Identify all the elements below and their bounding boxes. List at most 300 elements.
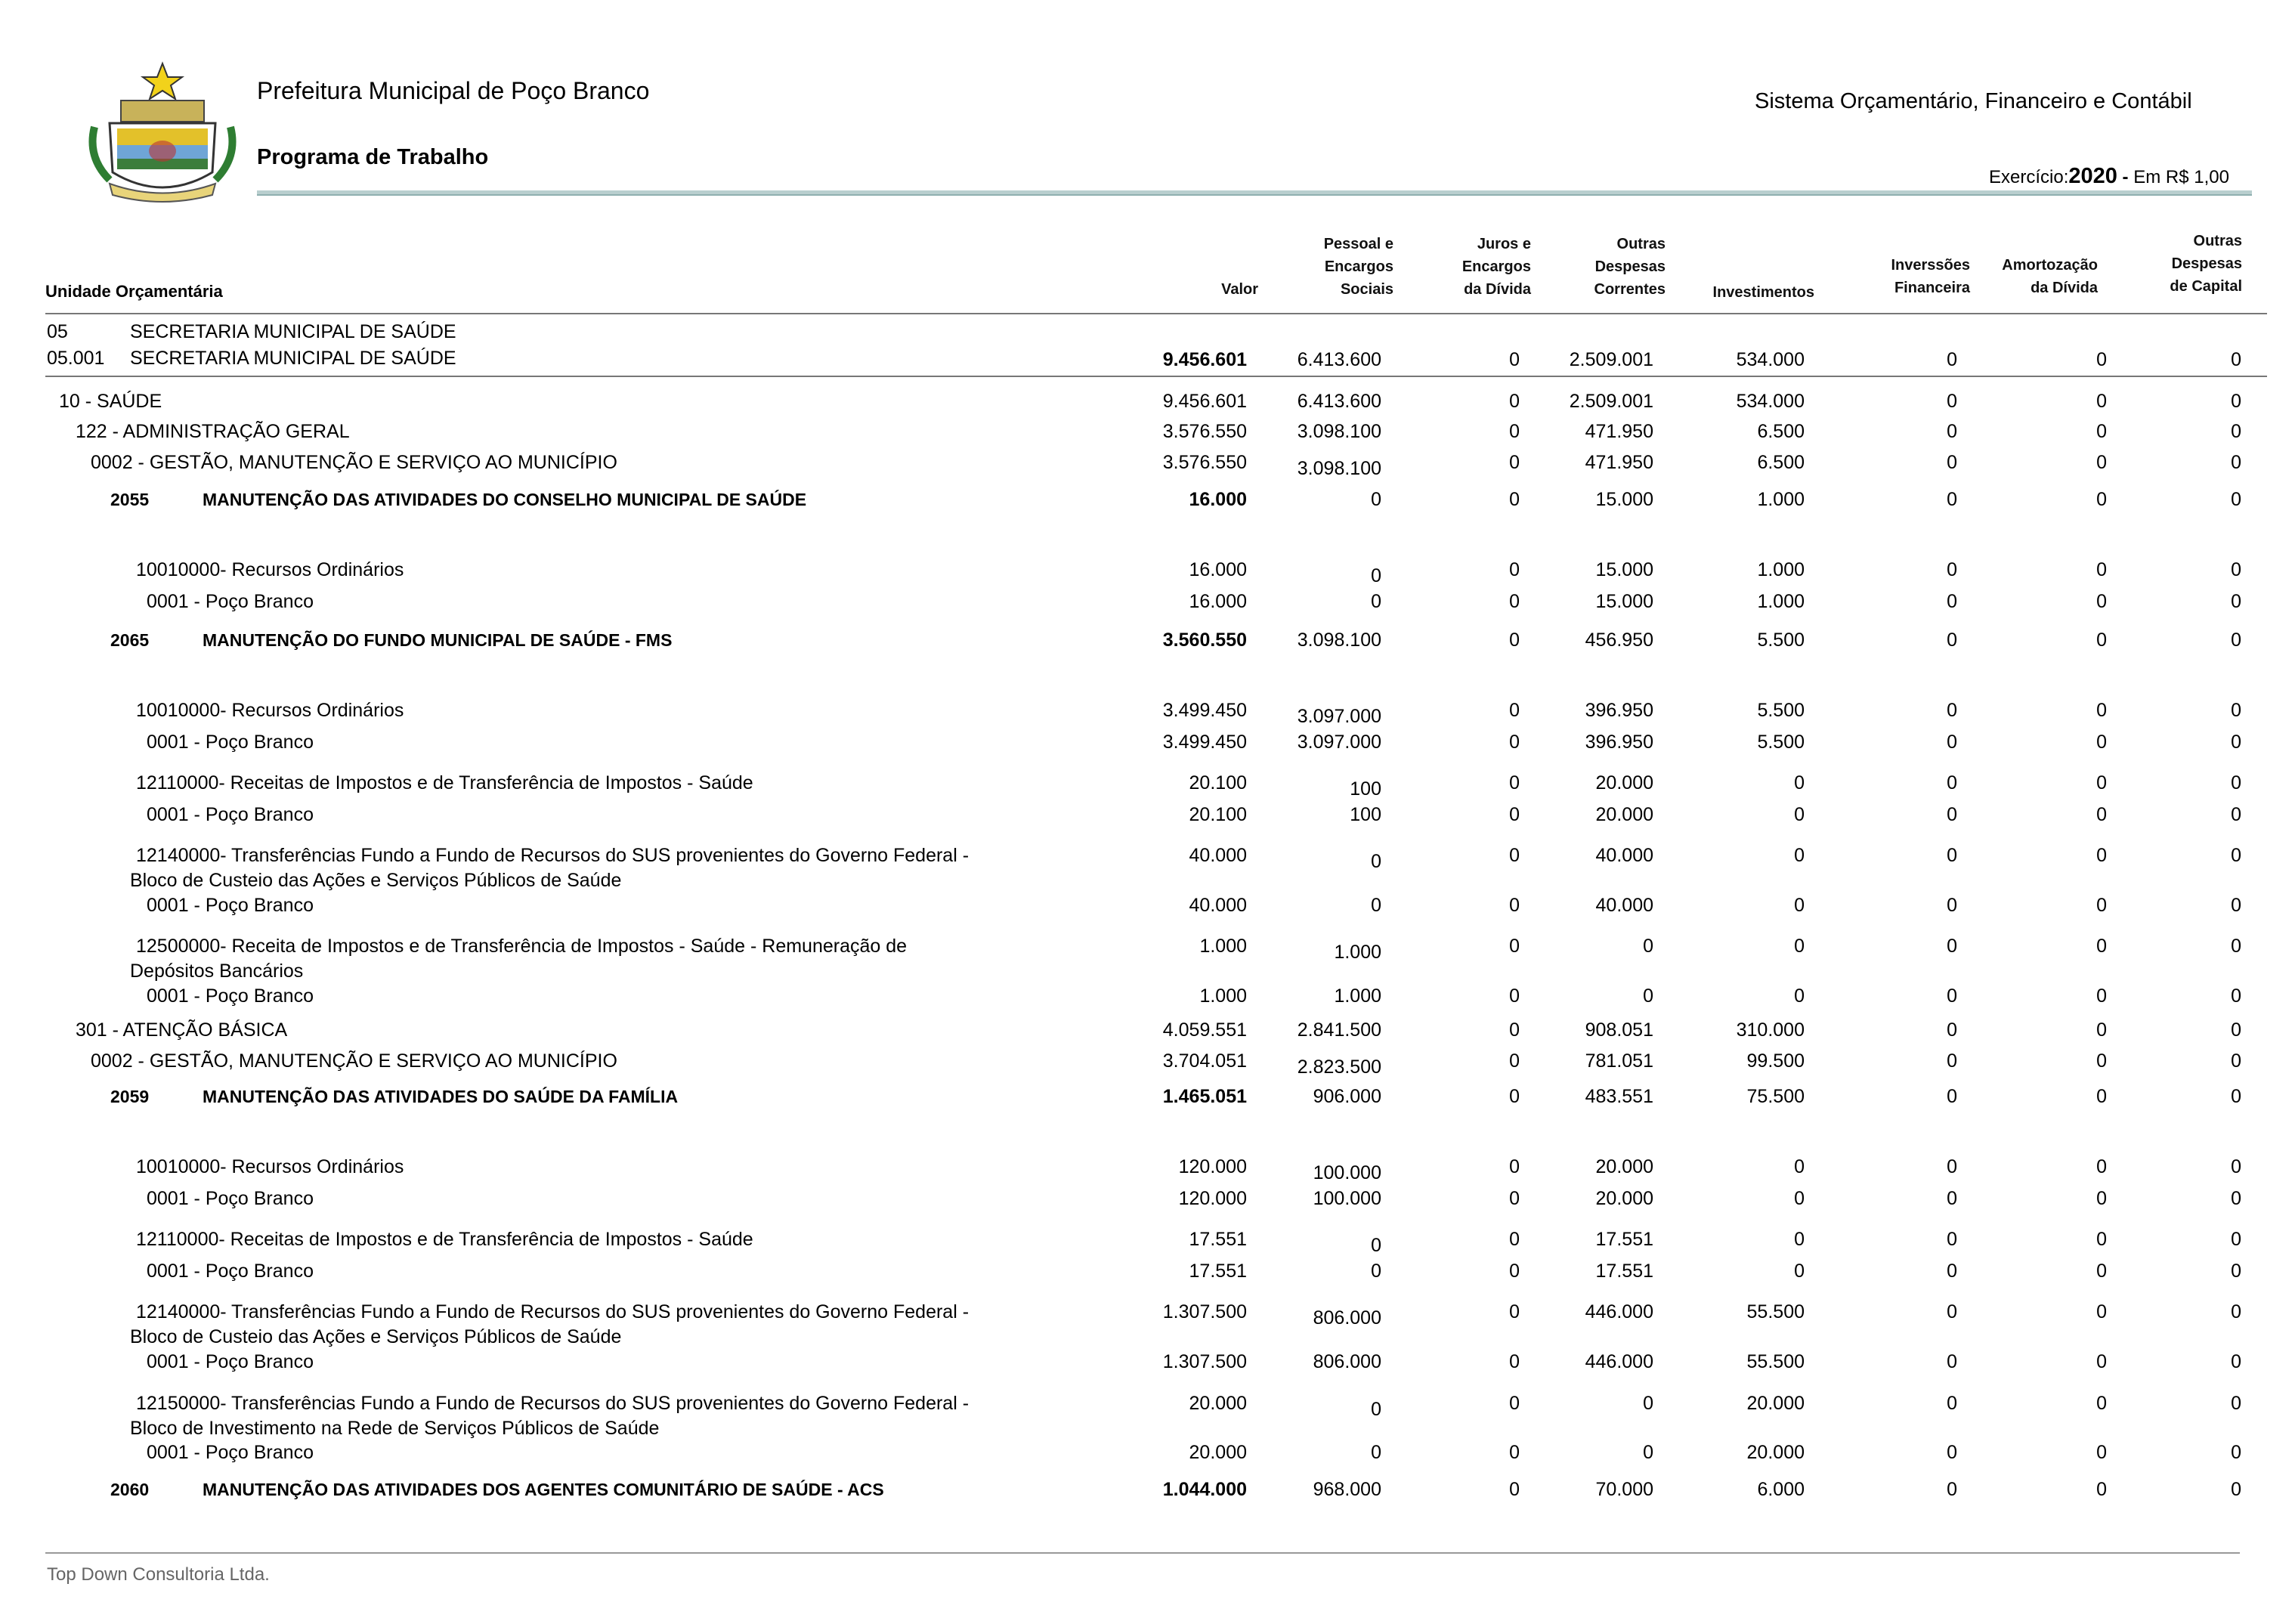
table-row-label: 10010000- Recursos Ordinários <box>136 700 404 721</box>
table-cell: 1.000 <box>1757 559 1805 580</box>
table-row-label: 10010000- Recursos Ordinários <box>136 1156 404 1177</box>
table-cell: 0 <box>1643 1393 1653 1414</box>
table-cell: 0 <box>1371 591 1381 612</box>
table-cell: 1.000 <box>1199 985 1247 1007</box>
table-cell: 1.044.000 <box>1162 1479 1247 1500</box>
col-oc-l3: Correntes <box>1594 281 1666 298</box>
table-cell: 15.000 <box>1595 489 1653 510</box>
table-cell: 20.000 <box>1189 1393 1247 1414</box>
table-cell: 1.307.500 <box>1162 1351 1247 1372</box>
table-cell: 0 <box>1794 845 1805 866</box>
table-cell: 0 <box>1509 452 1520 473</box>
table-cell: 0 <box>2096 1019 2107 1041</box>
table-cell: 0 <box>2096 1351 2107 1372</box>
table-cell: 17.551 <box>1595 1229 1653 1250</box>
table-cell: 0 <box>2096 1442 2107 1463</box>
table-cell: 0 <box>1509 421 1520 442</box>
table-cell: 5.500 <box>1757 732 1805 753</box>
exercise-separator: - <box>2117 167 2134 187</box>
col-juros-l3: da Dívida <box>1464 281 1531 298</box>
table-cell: 906.000 <box>1313 1086 1381 1107</box>
table-cell: 0 <box>1509 985 1520 1007</box>
col-inv-l2: Financeira <box>1894 280 1970 296</box>
org-name-2: SECRETARIA MUNICIPAL DE SAÚDE <box>130 348 456 369</box>
table-cell: 0 <box>2096 772 2107 793</box>
col-am-l2: da Dívida <box>2031 280 2098 296</box>
table-cell: 0 <box>2096 591 2107 612</box>
table-cell: 20.000 <box>1595 772 1653 793</box>
action-name: MANUTENÇÃO DAS ATIVIDADES DOS AGENTES COMUNITÁRIO DE SAÚDE - ACS <box>203 1480 884 1499</box>
table-cell: 0 <box>1371 1442 1381 1463</box>
table-cell: 1.307.500 <box>1162 1301 1247 1322</box>
table-cell: 0 <box>2231 1301 2241 1322</box>
municipality-name: Prefeitura Municipal de Poço Branco <box>257 77 650 104</box>
table-cell: 0 <box>1371 1235 1381 1256</box>
table-cell: 0 <box>1947 1086 1957 1107</box>
table-cell: 0 <box>1509 1442 1520 1463</box>
table-cell: 0 <box>1794 1229 1805 1250</box>
table-cell: 40.000 <box>1189 845 1247 866</box>
table-cell: 20.100 <box>1189 772 1247 793</box>
table-cell: 0 <box>1794 1261 1805 1282</box>
table-cell: 2.509.001 <box>1569 391 1653 412</box>
table-cell: 120.000 <box>1178 1156 1247 1177</box>
table-cell: 0 <box>1509 936 1520 957</box>
table-cell: 446.000 <box>1585 1301 1653 1322</box>
table-cell: 5.500 <box>1757 700 1805 721</box>
table-cell: 0 <box>1509 1156 1520 1177</box>
action-code: 2065 <box>110 630 150 650</box>
table-cell: 100.000 <box>1313 1188 1381 1209</box>
table-cell: 0 <box>2231 1156 2241 1177</box>
table-cell: 0 <box>1509 489 1520 510</box>
table-row-label: 0001 - Poço Branco <box>147 1261 314 1282</box>
table-cell: 0 <box>2231 804 2241 825</box>
table-cell: 0 <box>1947 985 1957 1007</box>
table-cell: 0 <box>1509 391 1520 412</box>
table-cell: 75.500 <box>1746 1086 1805 1107</box>
table-cell: 0 <box>1947 895 1957 916</box>
table-cell: 0 <box>2096 1229 2107 1250</box>
table-cell: 0 <box>2231 772 2241 793</box>
table-cell: 0 <box>1794 1156 1805 1177</box>
table-cell: 0 <box>2096 1086 2107 1107</box>
table-cell: 0 <box>2231 452 2241 473</box>
table-row-label: 122 - ADMINISTRAÇÃO GERAL <box>76 421 350 442</box>
table-cell: 0 <box>1947 845 1957 866</box>
table-cell: 3.098.100 <box>1297 458 1381 479</box>
table-cell: 0 <box>2231 1351 2241 1372</box>
table-cell: 70.000 <box>1595 1479 1653 1500</box>
table-row-label-cont: Bloco de Custeio das Ações e Serviços Públicos de Saúde <box>130 870 622 891</box>
table-row-label: 12110000- Receitas de Impostos e de Transferência de Impostos - Saúde <box>136 1229 753 1250</box>
table-cell: 310.000 <box>1736 1019 1805 1041</box>
table-cell: 20.000 <box>1189 1442 1247 1463</box>
table-cell: 471.950 <box>1585 421 1653 442</box>
table-row-label: 0002 - GESTÃO, MANUTENÇÃO E SERVIÇO AO MUNICÍPIO <box>91 452 617 473</box>
table-cell: 0 <box>2231 591 2241 612</box>
table-cell: 0 <box>1947 559 1957 580</box>
table-cell: 0 <box>1794 804 1805 825</box>
table-row-label: 12140000- Transferências Fundo a Fundo de Recursos do SUS provenientes do Governo Federal - <box>136 845 970 866</box>
table-cell: 483.551 <box>1585 1086 1653 1107</box>
table-cell: 0 <box>2096 1301 2107 1322</box>
exercise-label: Exercício: <box>1989 167 2069 187</box>
table-cell: 0 <box>1643 985 1653 1007</box>
action-name: MANUTENÇÃO DO FUNDO MUNICIPAL DE SAÚDE - FMS <box>203 630 673 650</box>
table-cell: 0 <box>2231 845 2241 866</box>
table-row-label: 0001 - Poço Branco <box>147 895 314 916</box>
table-cell: 0 <box>1509 732 1520 753</box>
table-cell: 0 <box>2096 845 2107 866</box>
table-row-label: 12500000- Receita de Impostos e de Transferência de Impostos - Saúde - Remuneração de <box>136 936 908 957</box>
table-cell: 0 <box>2231 1393 2241 1414</box>
table-cell: 0 <box>2231 1442 2241 1463</box>
table-cell: 446.000 <box>1585 1351 1653 1372</box>
footer-company: Top Down Consultoria Ltda. <box>47 1564 270 1585</box>
table-cell: 0 <box>1947 1019 1957 1041</box>
table-cell: 396.950 <box>1585 732 1653 753</box>
table-cell: 16.000 <box>1189 489 1247 510</box>
table-cell: 0 <box>1509 591 1520 612</box>
table-cell: 0 <box>2096 895 2107 916</box>
table-cell: 17.551 <box>1189 1229 1247 1250</box>
table-cell: 0 <box>1947 1393 1957 1414</box>
table-cell: 0 <box>2231 1019 2241 1041</box>
table-cell: 0 <box>1794 895 1805 916</box>
table-cell: 0 <box>2231 985 2241 1007</box>
table-cell: 55.500 <box>1746 1301 1805 1322</box>
table-cell: 0 <box>1947 1188 1957 1209</box>
table-cell: 0 <box>1794 772 1805 793</box>
action-name: MANUTENÇÃO DAS ATIVIDADES DO CONSELHO MUNICIPAL DE SAÚDE <box>203 490 807 509</box>
table-cell: 0 <box>1794 985 1805 1007</box>
table-cell: 17.551 <box>1595 1261 1653 1282</box>
table-cell: 0 <box>1371 1399 1381 1420</box>
table-row-label: 0001 - Poço Branco <box>147 1188 314 1209</box>
table-cell: 6.500 <box>1757 421 1805 442</box>
action-code: 2055 <box>110 490 150 509</box>
col-amortizacao <box>2002 254 2098 299</box>
table-cell: 0 <box>2096 1479 2107 1500</box>
table-row-label-cont: Bloco de Custeio das Ações e Serviços Públicos de Saúde <box>130 1326 622 1347</box>
table-cell: 0 <box>1371 851 1381 872</box>
table-cell: 3.098.100 <box>1297 421 1381 442</box>
table-cell: 471.950 <box>1585 452 1653 473</box>
table-cell: 40.000 <box>1595 845 1653 866</box>
table-cell: 0 <box>1794 1188 1805 1209</box>
table-cell: 0 <box>1509 629 1520 651</box>
table-cell: 0 <box>1947 1229 1957 1250</box>
col-oc-l2: Despesas <box>1594 258 1666 275</box>
table-cell: 396.950 <box>1585 700 1653 721</box>
table-cell: 2.841.500 <box>1297 1019 1381 1041</box>
table-cell: 0 <box>1509 1393 1520 1414</box>
table-cell: 0 <box>2096 1261 2107 1282</box>
org-value-cell: 0 <box>1947 349 1957 370</box>
col-investimentos: Investimentos <box>1712 284 1814 301</box>
col-unit: Unidade Orçamentária <box>45 282 223 301</box>
table-cell: 0 <box>2231 629 2241 651</box>
table-cell: 534.000 <box>1736 391 1805 412</box>
table-cell: 3.576.550 <box>1162 421 1247 442</box>
table-cell: 0 <box>1509 1188 1520 1209</box>
table-cell: 0 <box>1509 845 1520 866</box>
column-header-rule <box>45 313 2267 314</box>
col-oc-l1: Outras <box>1616 236 1666 252</box>
table-row-label: 10 - SAÚDE <box>59 391 162 412</box>
org-rule <box>45 376 2267 377</box>
table-row-label: 12110000- Receitas de Impostos e de Transferência de Impostos - Saúde <box>136 772 753 793</box>
table-cell: 0 <box>2231 936 2241 957</box>
table-cell: 0 <box>2096 936 2107 957</box>
table-cell: 0 <box>2231 421 2241 442</box>
table-cell: 0 <box>1509 1086 1520 1107</box>
table-cell: 2.823.500 <box>1297 1056 1381 1078</box>
table-cell: 0 <box>1509 1261 1520 1282</box>
col-inv-l1: Inverssões <box>1891 257 1970 274</box>
table-cell: 0 <box>1947 391 1957 412</box>
table-cell: 0 <box>2231 895 2241 916</box>
table-cell: 0 <box>2231 391 2241 412</box>
col-pessoal <box>1324 233 1393 301</box>
table-row-label: 0001 - Poço Branco <box>147 591 314 612</box>
table-row-label: 10010000- Recursos Ordinários <box>136 559 404 580</box>
table-cell: 0 <box>2096 421 2107 442</box>
col-pessoal-l2: Encargos <box>1324 258 1393 275</box>
org-value-cell: 2.509.001 <box>1569 349 1653 370</box>
table-cell: 3.704.051 <box>1162 1050 1247 1072</box>
table-cell: 0 <box>1947 629 1957 651</box>
table-cell: 0 <box>1509 1229 1520 1250</box>
table-cell: 0 <box>2096 804 2107 825</box>
table-row-label: 301 - ATENÇÃO BÁSICA <box>76 1019 288 1041</box>
org-code-2: 05.001 <box>47 348 105 369</box>
table-cell: 0 <box>1947 1050 1957 1072</box>
org-value-cell: 0 <box>2096 349 2107 370</box>
table-cell: 0 <box>1371 565 1381 586</box>
table-row-label: 0001 - Poço Branco <box>147 804 314 825</box>
table-cell: 15.000 <box>1595 591 1653 612</box>
table-cell: 0 <box>2096 1188 2107 1209</box>
table-cell: 0 <box>1947 1156 1957 1177</box>
table-cell: 0 <box>2096 1156 2107 1177</box>
org-name-1: SECRETARIA MUNICIPAL DE SAÚDE <box>130 321 456 342</box>
table-cell: 0 <box>2231 1050 2241 1072</box>
table-cell: 5.500 <box>1757 629 1805 651</box>
table-cell: 17.551 <box>1189 1261 1247 1282</box>
org-value-cell: 9.456.601 <box>1162 349 1247 370</box>
table-cell: 6.000 <box>1757 1479 1805 1500</box>
table-cell: 0 <box>2096 452 2107 473</box>
table-cell: 1.000 <box>1334 985 1381 1007</box>
table-cell: 0 <box>1643 1442 1653 1463</box>
footer-rule <box>45 1552 2240 1554</box>
table-cell: 0 <box>1509 895 1520 916</box>
table-cell: 120.000 <box>1178 1188 1247 1209</box>
col-outras-correntes <box>1594 233 1666 301</box>
table-cell: 100 <box>1350 804 1381 825</box>
table-row-label: 0001 - Poço Branco <box>147 1351 314 1372</box>
table-cell: 0 <box>2096 1393 2107 1414</box>
table-cell: 0 <box>1947 936 1957 957</box>
org-value-cell: 6.413.600 <box>1297 349 1381 370</box>
table-cell: 0 <box>2231 732 2241 753</box>
report-title: Programa de Trabalho <box>257 145 489 169</box>
table-cell: 0 <box>1947 732 1957 753</box>
table-cell: 0 <box>2096 700 2107 721</box>
table-cell: 0 <box>2231 1188 2241 1209</box>
col-ocap-l2: Despesas <box>2171 255 2242 272</box>
table-cell: 16.000 <box>1189 591 1247 612</box>
table-cell: 456.950 <box>1585 629 1653 651</box>
table-cell: 20.000 <box>1595 804 1653 825</box>
table-cell: 0 <box>2231 700 2241 721</box>
table-cell: 0 <box>1794 936 1805 957</box>
table-cell: 20.000 <box>1746 1393 1805 1414</box>
col-juros-l2: Encargos <box>1461 258 1531 275</box>
table-cell: 6.413.600 <box>1297 391 1381 412</box>
table-cell: 1.000 <box>1334 942 1381 963</box>
table-cell: 0 <box>1947 1351 1957 1372</box>
table-cell: 3.560.550 <box>1162 629 1247 651</box>
table-cell: 15.000 <box>1595 559 1653 580</box>
col-outras-capital <box>2170 230 2242 298</box>
table-cell: 99.500 <box>1746 1050 1805 1072</box>
table-cell: 16.000 <box>1189 559 1247 580</box>
org-value-cell: 0 <box>1509 349 1520 370</box>
table-cell: 9.456.601 <box>1162 391 1247 412</box>
table-row-label-cont: Bloco de Investimento na Rede de Serviços Públicos de Saúde <box>130 1418 660 1439</box>
table-cell: 1.000 <box>1757 591 1805 612</box>
table-cell: 0 <box>2096 629 2107 651</box>
table-cell: 0 <box>2231 1086 2241 1107</box>
col-pessoal-l1: Pessoal e <box>1323 236 1393 252</box>
table-cell: 0 <box>1947 489 1957 510</box>
table-cell: 968.000 <box>1313 1479 1381 1500</box>
action-name: MANUTENÇÃO DAS ATIVIDADES DO SAÚDE DA FAMÍLIA <box>203 1087 679 1106</box>
col-juros <box>1462 233 1531 301</box>
table-cell: 0 <box>1947 1442 1957 1463</box>
col-pessoal-l3: Sociais <box>1340 281 1393 298</box>
table-cell: 0 <box>2096 1050 2107 1072</box>
table-cell: 781.051 <box>1585 1050 1653 1072</box>
table-cell: 0 <box>2231 1261 2241 1282</box>
table-row-label: 0001 - Poço Branco <box>147 985 314 1007</box>
table-cell: 0 <box>2096 489 2107 510</box>
table-cell: 0 <box>2231 1479 2241 1500</box>
table-cell: 0 <box>1509 1019 1520 1041</box>
table-cell: 55.500 <box>1746 1351 1805 1372</box>
table-cell: 0 <box>1509 1351 1520 1372</box>
table-cell: 20.000 <box>1595 1188 1653 1209</box>
action-code: 2059 <box>110 1087 150 1106</box>
exercise-year: 2020 <box>2068 164 2117 188</box>
table-row-label-cont: Depósitos Bancários <box>130 960 304 982</box>
table-cell: 0 <box>1947 1301 1957 1322</box>
table-cell: 3.097.000 <box>1297 706 1381 727</box>
table-cell: 0 <box>1947 1479 1957 1500</box>
table-cell: 0 <box>2096 559 2107 580</box>
table-cell: 0 <box>1509 804 1520 825</box>
table-cell: 3.098.100 <box>1297 629 1381 651</box>
table-cell: 0 <box>1509 559 1520 580</box>
col-juros-l1: Juros e <box>1477 236 1531 252</box>
table-cell: 0 <box>1371 895 1381 916</box>
table-cell: 0 <box>1947 804 1957 825</box>
table-cell: 0 <box>1947 591 1957 612</box>
table-cell: 0 <box>1509 700 1520 721</box>
col-ocap-l3: de Capital <box>2170 278 2242 295</box>
table-cell: 4.059.551 <box>1162 1019 1247 1041</box>
org-code-1: 05 <box>47 321 68 342</box>
currency-label: Em R$ 1,00 <box>2133 167 2229 187</box>
table-cell: 0 <box>1509 1479 1520 1500</box>
table-cell: 3.576.550 <box>1162 452 1247 473</box>
col-ocap-l1: Outras <box>2193 233 2242 249</box>
table-cell: 40.000 <box>1595 895 1653 916</box>
table-cell: 908.051 <box>1585 1019 1653 1041</box>
table-cell: 806.000 <box>1313 1351 1381 1372</box>
table-cell: 806.000 <box>1313 1307 1381 1329</box>
table-cell: 0 <box>1509 772 1520 793</box>
table-cell: 3.499.450 <box>1162 732 1247 753</box>
table-cell: 0 <box>1947 421 1957 442</box>
table-cell: 0 <box>1947 1261 1957 1282</box>
table-row-label: 12150000- Transferências Fundo a Fundo de Recursos do SUS provenientes do Governo Federal - <box>136 1393 970 1414</box>
table-cell: 3.499.450 <box>1162 700 1247 721</box>
table-cell: 0 <box>2096 985 2107 1007</box>
col-inversoes <box>1891 254 1970 299</box>
table-cell: 0 <box>2231 489 2241 510</box>
table-cell: 0 <box>1643 936 1653 957</box>
table-row-label: 0002 - GESTÃO, MANUTENÇÃO E SERVIÇO AO MUNICÍPIO <box>91 1050 617 1072</box>
table-cell: 1.000 <box>1757 489 1805 510</box>
table-cell: 0 <box>2231 1229 2241 1250</box>
table-row-label: 0001 - Poço Branco <box>147 732 314 753</box>
table-cell: 20.000 <box>1746 1442 1805 1463</box>
table-cell: 0 <box>2231 559 2241 580</box>
table-cell: 1.465.051 <box>1162 1086 1247 1107</box>
table-cell: 0 <box>1947 700 1957 721</box>
table-cell: 0 <box>1509 1050 1520 1072</box>
table-cell: 6.500 <box>1757 452 1805 473</box>
table-cell: 0 <box>1947 452 1957 473</box>
table-cell: 20.100 <box>1189 804 1247 825</box>
table-cell: 1.000 <box>1199 936 1247 957</box>
table-cell: 40.000 <box>1189 895 1247 916</box>
table-cell: 100.000 <box>1313 1162 1381 1183</box>
table-cell: 0 <box>1947 772 1957 793</box>
action-code: 2060 <box>110 1480 150 1499</box>
coat-of-arms-logo <box>79 59 246 206</box>
org-value-cell: 534.000 <box>1736 349 1805 370</box>
col-valor: Valor <box>1221 281 1258 298</box>
table-cell: 0 <box>1371 489 1381 510</box>
table-cell: 0 <box>1509 1301 1520 1322</box>
table-cell: 0 <box>2096 391 2107 412</box>
exercise-line <box>1989 165 2229 189</box>
table-cell: 0 <box>1371 1261 1381 1282</box>
table-row-label: 12140000- Transferências Fundo a Fundo de Recursos do SUS provenientes do Governo Federal - <box>136 1301 970 1322</box>
table-cell: 20.000 <box>1595 1156 1653 1177</box>
table-cell: 3.097.000 <box>1297 732 1381 753</box>
system-name: Sistema Orçamentário, Financeiro e Contábil <box>1755 89 2192 113</box>
table-cell: 100 <box>1350 778 1381 800</box>
header-rule <box>257 190 2252 196</box>
table-cell: 0 <box>2096 732 2107 753</box>
col-am-l1: Amortozação <box>2002 257 2098 274</box>
